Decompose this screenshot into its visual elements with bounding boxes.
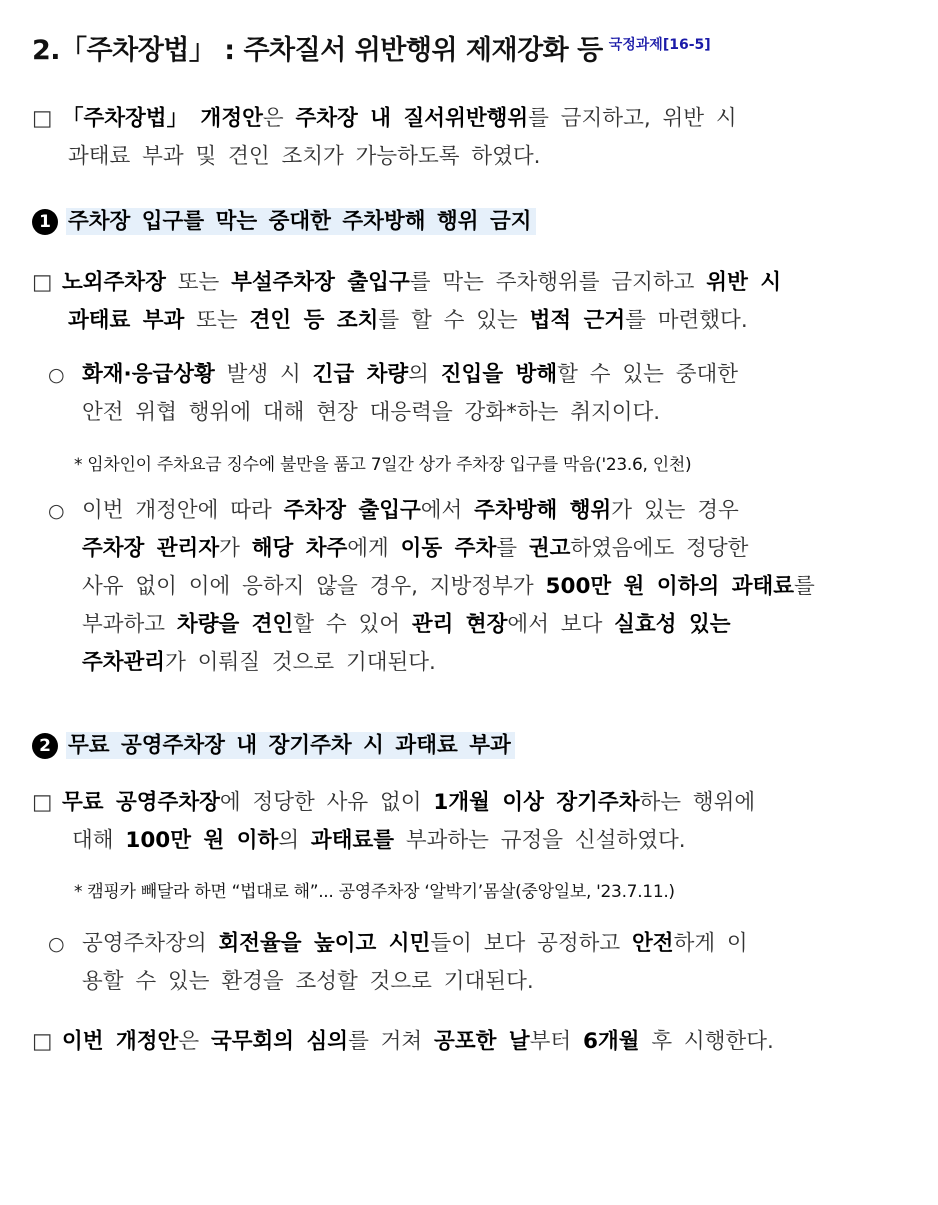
circle-bullet-icon: ○: [48, 933, 65, 955]
section-number-badge: 1: [32, 209, 58, 235]
section-2-heading: 2 무료 공영주차장 내 장기주차 시 과태료 부과: [32, 728, 515, 759]
square-bullet-icon: □: [32, 1029, 53, 1054]
policy-task-tag: 국정과제[16-5]: [608, 37, 711, 53]
square-bullet-icon: □: [32, 270, 53, 295]
section-1-bullet-2: ○ 이번 개정안에 따라 주차장 출입구에서 주차방해 행위가 있는 경우 주차장 관리자가 해당 차주에게 이동 주차를 권고하였음에도 정당한 사유 없이 이에 응하지 않을 경우, 지방정부가 500만 원 이하의 과태료를 부과하고 차량을 견인할 수 있어 관리 현장에서 보다 실효성 있는 주차관리가 이뤄질 것으로 기대된다.: [48, 492, 815, 682]
footnote: * 캠핑카 빼달라 하면 “법대로 해”... 공영주차장 ‘알박기’몸살(중앙일보, '23.7.11.): [74, 882, 675, 902]
section-2-bullet-1: ○ 공영주차장의 회전율을 높이고 시민들이 보다 공정하고 안전하게 이 용할 수 있는 환경을 조성할 것으로 기대된다.: [48, 925, 748, 1001]
footnote: * 임차인이 주차요금 징수에 불만을 품고 7일간 상가 주차장 입구를 막음('23.6, 인천): [74, 455, 692, 475]
section-2-paragraph: □ 무료 공영주차장에 정당한 사유 없이 1개월 이상 장기주차하는 행위에 대해 100만 원 이하의 과태료를 부과하는 규정을 신설하였다.: [32, 784, 755, 860]
square-bullet-icon: □: [32, 790, 53, 815]
section-number-badge: 2: [32, 733, 58, 759]
section-1-bullet-1: ○ 화재·응급상황 발생 시 긴급 차량의 진입을 방해할 수 있는 중대한 안전 위협 행위에 대해 현장 대응력을 강화*하는 취지이다.: [48, 356, 738, 432]
section-1-heading: 1 주차장 입구를 막는 중대한 주차방해 행위 금지: [32, 204, 536, 235]
circle-bullet-icon: ○: [48, 500, 65, 522]
closing-paragraph: □ 이번 개정안은 국무회의 심의를 거쳐 공포한 날부터 6개월 후 시행한다.: [32, 1023, 774, 1061]
intro-paragraph: □ 「주차장법」 개정안은 주차장 내 질서위반행위를 금지하고, 위반 시 과태료 부과 및 견인 조치가 가능하도록 하였다.: [32, 100, 737, 176]
square-bullet-icon: □: [32, 106, 53, 131]
document-title: 2.「주차장법」 : 주차질서 위반행위 제재강화 등 $^{국정과제[16-5]}$: [32, 35, 711, 66]
section-1-paragraph: □ 노외주차장 또는 부설주차장 출입구를 막는 주차행위를 금지하고 위반 시 과태료 부과 또는 견인 등 조치를 할 수 있는 법적 근거를 마련했다.: [32, 264, 781, 340]
circle-bullet-icon: ○: [48, 364, 65, 386]
